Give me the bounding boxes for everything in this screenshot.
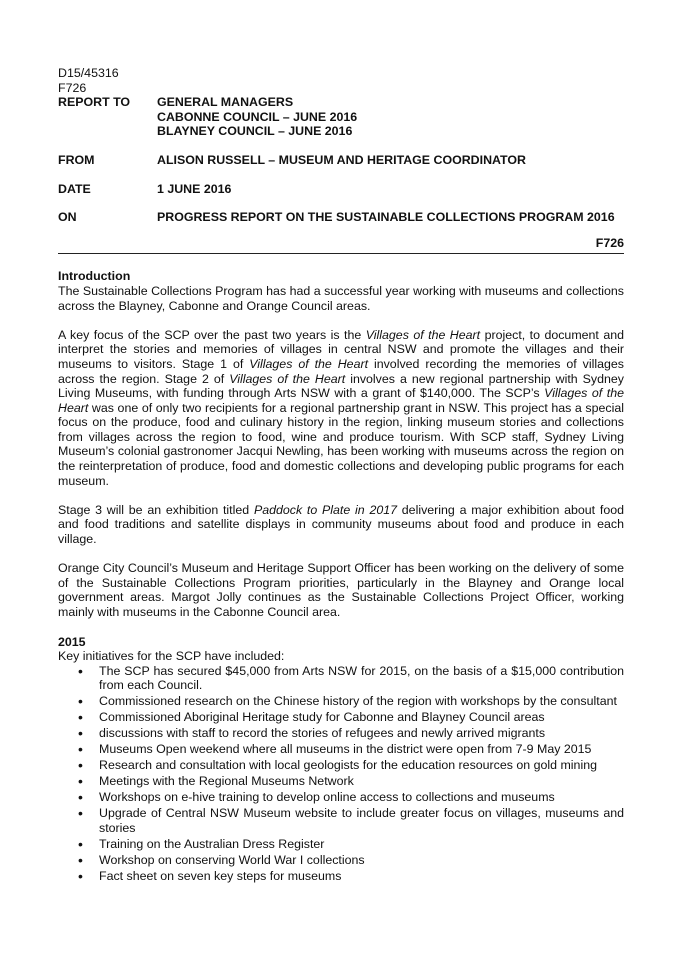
list-item: • Workshops on e-hive training to develop online access to collections and museums [99,790,624,805]
exhibition-title: Paddock to Plate in 2017 [253,502,398,517]
on-label: ON [58,210,77,225]
list-item: • Commissioned Aboriginal Heritage study for Cabonne and Blayney Council areas [99,710,624,725]
list-item: • Workshop on conserving World War I collections [99,853,624,868]
list-item: • discussions with staff to record the stories of refugees and newly arrived migrants [99,726,624,741]
intro-paragraph-1: The Sustainable Collections Program has had a successful year working with museums and collections across the Blayney, Cabonne and Orange Council areas. [58,283,624,313]
document-page [58,66,624,885]
project-title: Villages of the Heart [365,327,481,342]
date-value: 1 JUNE 2016 [157,181,232,196]
right-file-ref: F726 [595,235,624,250]
project-title: Villages of the Heart [58,386,624,415]
doc-number: D15/45316 [58,66,119,80]
section-2015-lead: Key initiatives for the SCP have included: [58,649,285,664]
on-value: PROGRESS REPORT ON THE SUSTAINABLE COLLECTIONS PROGRAM 2016 [157,210,615,225]
file-ref: F726 [58,80,87,95]
list-item: • Meetings with the Regional Museums Network [99,774,624,789]
list-item: • Training on the Australian Dress Register [99,837,624,852]
introduction-heading: Introduction [58,269,131,284]
list-item: • The SCP has secured $45,000 from Arts NSW for 2015, on the basis of a $15,000 contribution from each Council. [99,664,624,693]
intro-paragraph-2: A key focus of the SCP over the past two years is the Villages of the Heart project, to document and interpret the stories and memories of villages in central NSW and promote the villages and their museums to visitors. Stage 1 of Villages of the Heart involved recording the memories of villages across the region. Stage 2 of Villages of the Heart involves a new regional partnership with Sydney Living Museums, with funding through Arts NSW with a grant of $140,000. The SCP’s Villages of the Heart was one of only two recipients for a regional partnership grant in NSW. This project has a special focus on the produce, food and culinary history in the region, linking museum stories and collections from villages across the region to food, wine and produce tourism. With SCP staff, Sydney Living Museum’s colonial gastronomer Jacqui Newling, has been working with museums across the region on the reinterpretation of produce, food and domestic collections and developing public programs for each museum. [58,327,625,488]
list-item: • Commissioned research on the Chinese history of the region with workshops by the consultant [99,694,624,709]
initiatives-list [58,664,624,884]
report-header [58,95,615,225]
intro-paragraph-4: Orange City Council’s Museum and Heritage Support Officer has been working on the delivery of some of the Sustainable Collections Program priorities, particularly in the Blayney and Orange local government areas. Margot Jolly continues as the Sustainable Collections Project Officer, working mainly with museums in the Cabonne Council area. [58,561,624,619]
header-rule [58,236,624,255]
report-to-line: GENERAL MANAGERS [157,95,294,110]
intro-paragraph-3: Stage 3 will be an exhibition titled Paddock to Plate in 2017 delivering a major exhibition about food and food traditions and satellite displays in community museums about food and produce in each village. [58,502,624,547]
date-label: DATE [58,181,91,196]
list-item: • Fact sheet on seven key steps for museums [99,869,624,884]
section-2015-heading: 2015 [58,634,86,649]
list-item: • Research and consultation with local geologists for the education resources on gold mining [99,758,624,773]
report-to-line: BLAYNEY COUNCIL – JUNE 2016 [157,124,353,139]
report-to-value [157,95,615,139]
project-title: Villages of the Heart [229,371,346,386]
from-value: ALISON RUSSELL – MUSEUM AND HERITAGE COORDINATOR [157,152,526,167]
list-item: • Museums Open weekend where all museums in the district were open from 7-9 May 2015 [99,742,624,757]
list-item: • Upgrade of Central NSW Museum website to include greater focus on villages, museums and stories [99,806,624,835]
project-title: Villages of the Heart [249,356,369,371]
report-to-line: CABONNE COUNCIL – JUNE 2016 [157,109,358,124]
report-to-label: REPORT TO [58,95,131,110]
from-label: FROM [58,152,95,167]
